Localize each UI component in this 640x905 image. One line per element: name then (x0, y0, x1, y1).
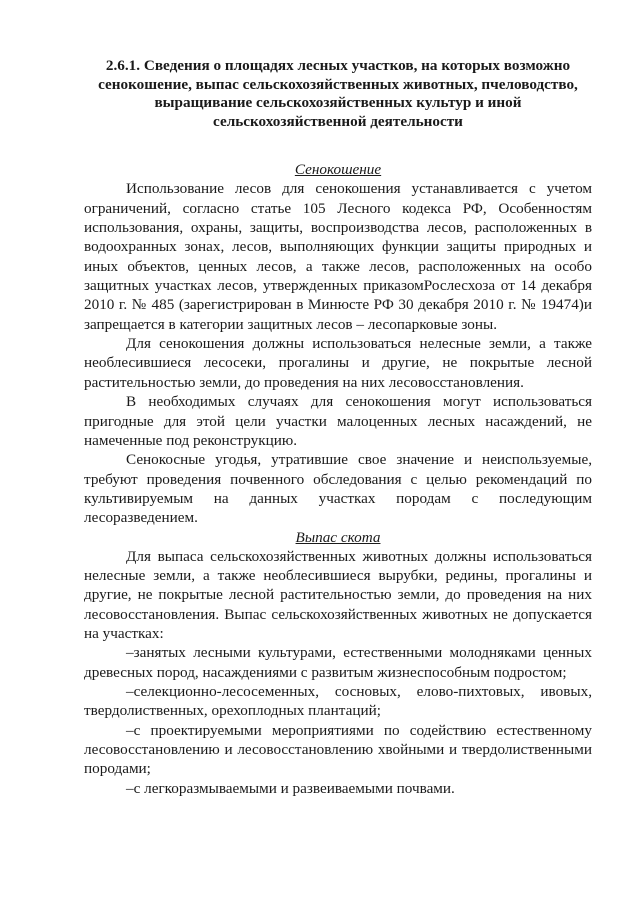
haymaking-paragraph-4: Сенокосные угодья, утратившие свое значение и неиспользуемые, требуют проведения почвенного обследования с целью рекомендаций по культивируемым на данных участках породам с последующим лесоразведением. (84, 451, 592, 527)
grazing-list-item-4: –с легкоразмываемыми и развеиваемыми почвами. (126, 779, 455, 797)
grazing-list-item-3: –с проектируемыми мероприятиями по содействию естественному лесовосстановлению и лесовосстановлению хвойными и твердолиственными породами; (84, 721, 592, 778)
haymaking-paragraph-3: В необходимых случаях для сенокошения могут использоваться пригодные для этой цели участки малоценных лесных насаждений, не намеченные под реконструкцию. (84, 393, 592, 449)
grazing-list-item-1: –занятых лесными культурами, естественными молодняками ценных древесных пород, насаждениями с развитым жизнеспособным подростом; (84, 644, 592, 681)
document-title: 2.6.1. Сведения о площадях лесных участков, на которых возможно сенокошение, выпас сельскохозяйственных животных, пчеловодство, выращивание сельскохозяйственных культур и иной сельскохозяйственной деятельности (98, 57, 578, 130)
section-heading-haymaking: Сенокошение (294, 161, 382, 179)
haymaking-paragraph-2: Для сенокошения должны использоваться нелесные земли, а также необлесившиеся лесосеки, прогалины и другие, не покрытые лесной растительностью земли, до проведения на них лесовосстановления. (84, 335, 592, 391)
page-content (84, 57, 592, 798)
grazing-list-item-2: –селекционно-лесосеменных, сосновых, елово-пихтовых, ивовых, твердолиственных, орехоплодных плантаций; (84, 682, 592, 720)
section-heading-grazing: Выпас скота (295, 528, 381, 546)
grazing-paragraph-1: Для выпаса сельскохозяйственных животных должны использоваться нелесные земли, а также необлесившиеся вырубки, редины, прогалины и другие, не покрытые лесной растительностью земли, до проведения на них лесовосстановления. Выпас сельскохозяйственных животных не допускается на участках: (84, 547, 592, 642)
haymaking-paragraph-1: Использование лесов для сенокошения устанавливается с учетом ограничений, согласно статье 105 Лесного кодекса РФ, Особенностям использования, охраны, защиты, воспроизводства лесов, расположенных в водоохранных зонах, лесов, выполняющих функции защиты природных и иных объектов, ценных лесов, а также лесов, расположенных на особо защитных участках лесов, утвержденных приказомРослесхоза от 14 декабря 2010 г. № 485 (зарегистрирован в Минюсте РФ 30 декабря 2010 г. № 19474)и запрещается в категории защитных лесов – лесопарковые зоны. (84, 180, 592, 333)
